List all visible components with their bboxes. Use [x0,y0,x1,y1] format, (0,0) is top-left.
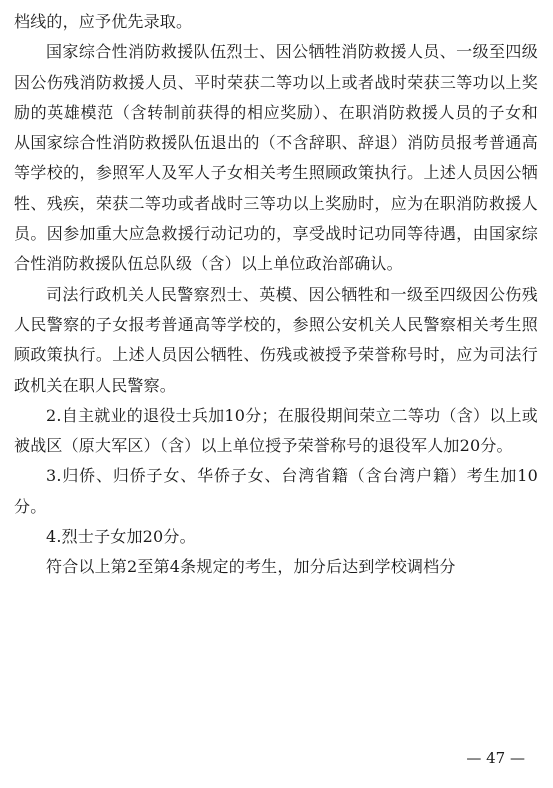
paragraph-3: 司法行政机关人民警察烈士、英模、因公牺牲和一级至四级因公伤残人民警察的子女报考普通高等学校的，参照公安机关人民警察相关考生照顾政策执行。上述人员因公牺牲、伤残或被授予荣誉称号时，应为司法行政机关在职人民警察。 [14,284,538,395]
paragraph-4: 2.自主就业的退役士兵加10分；在服役期间荣立二等功（含）以上或被战区（原大军区）（含）以上单位授予荣誉称号的退役军人加20分。 [14,405,538,456]
paragraph-5: 3.归侨、归侨子女、华侨子女、台湾省籍（含台湾户籍）考生加10分。 [14,466,538,516]
paragraph-1: 档线的，应予优先录取。 [14,12,193,31]
document-body [14,7,538,583]
paragraph-7: 符合以上第2至第4条规定的考生，加分后达到学校调档分 [46,557,456,577]
paragraph-6: 4.烈士子女加20分。 [46,527,196,547]
paragraph-2: 国家综合性消防救援队伍烈士、因公牺牲消防救援人员、一级至四级因公伤残消防救援人员、平时荣获二等功以上或者战时荣获三等功以上奖励的英雄模范（含转制前获得的相应奖励）、在职消防救援人员的子女和从国家综合性消防救援队伍退出的（不含辞职、辞退）消防员报考普通高等学校的，参照军人及军人子女相关考生照顾政策执行。上述人员因公牺牲、残疾，荣获二等功或者战时三等功以上奖励时，应为在职消防救援人员。因参加重大应急救援行动记功的，享受战时记功同等待遇，由国家综合性消防救援队伍总队级（含）以上单位政治部确认。 [14,42,538,274]
page-number: — 47 — [466,749,525,767]
